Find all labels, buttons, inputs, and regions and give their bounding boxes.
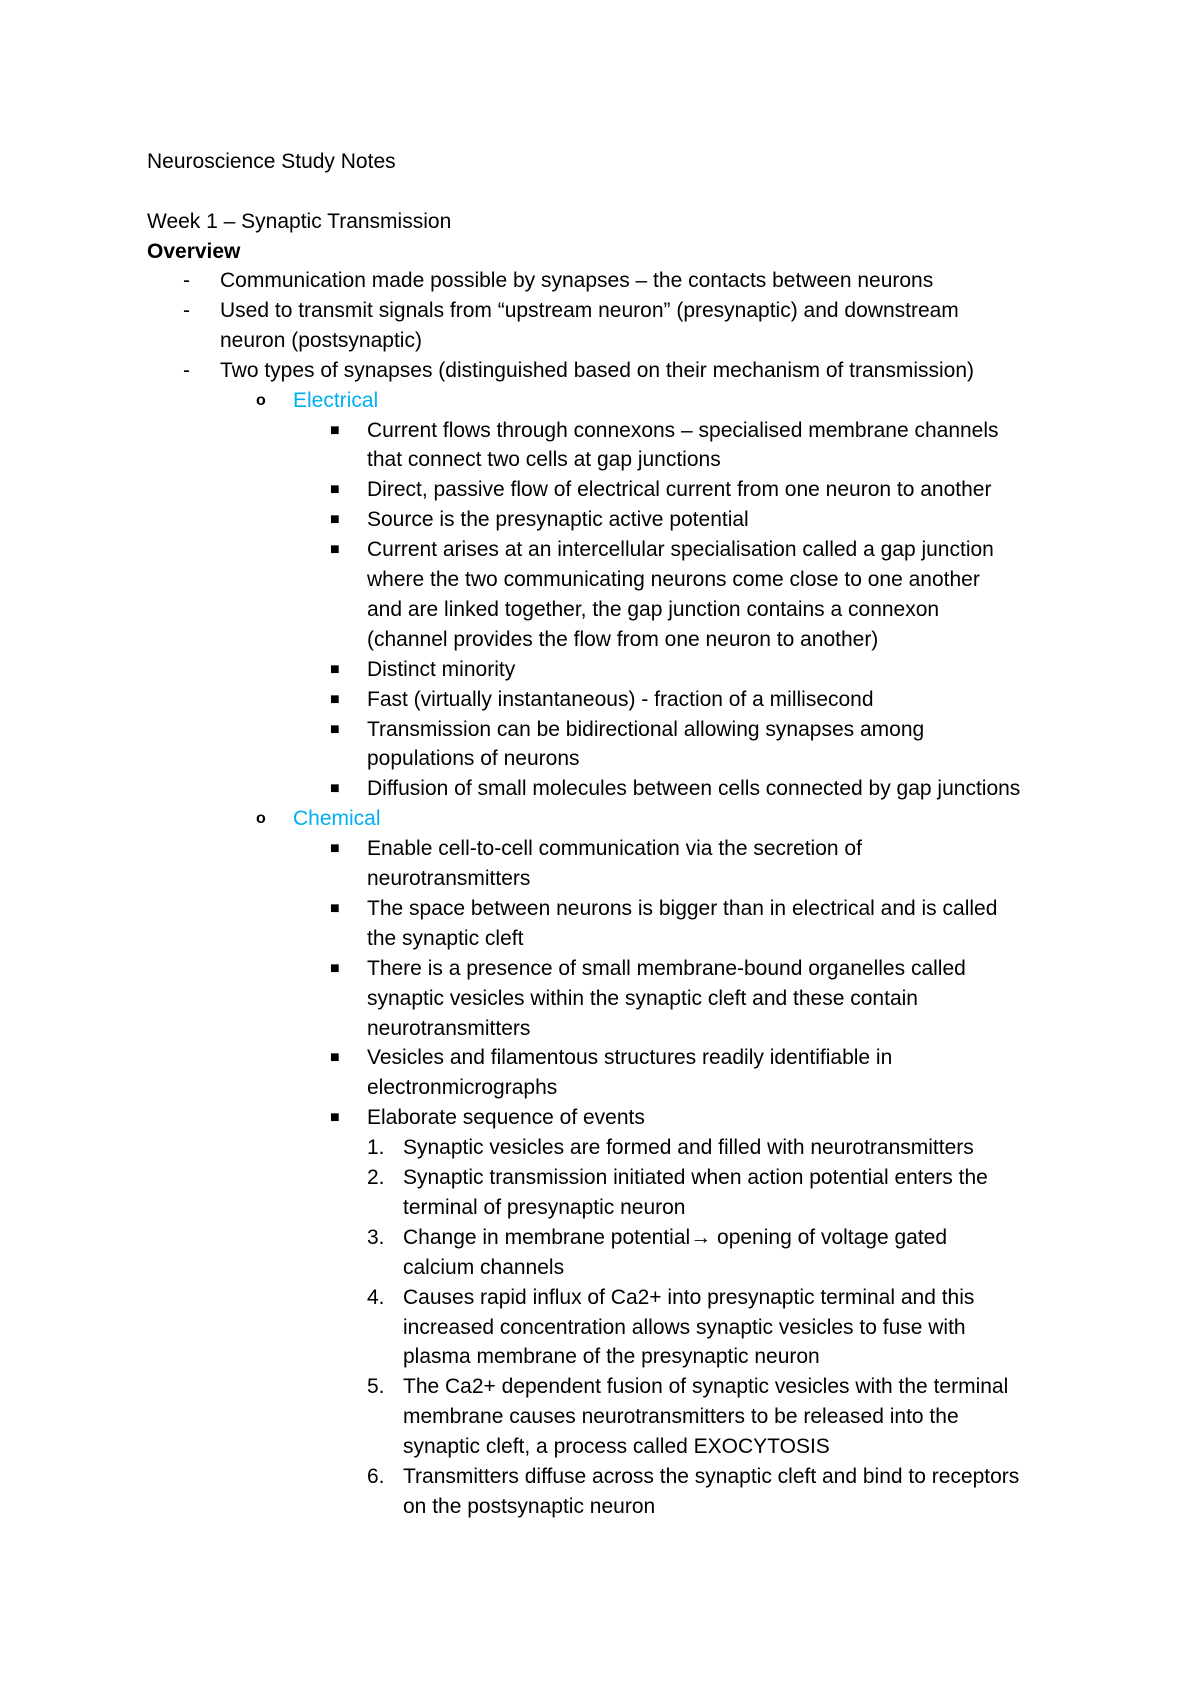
chemical-item-text: Elaborate sequence of events bbox=[367, 1106, 645, 1130]
square-bullet-marker: ■ bbox=[330, 541, 340, 559]
circle-bullet-marker: o bbox=[256, 391, 266, 409]
sequence-step-number: 2. bbox=[367, 1166, 385, 1189]
sequence-step-text: Change in membrane potential→ opening of voltage gated bbox=[403, 1225, 948, 1249]
square-bullet-marker: ■ bbox=[330, 780, 340, 798]
electrical-item-text: Current arises at an intercellular specialisation called a gap junction bbox=[367, 538, 994, 562]
electrical-item-text: where the two communicating neurons come close to one another bbox=[367, 568, 980, 591]
overview-bullet-text: Communication made possible by synapses – the contacts between neurons bbox=[220, 269, 934, 292]
overview-bullet-text: neuron (postsynaptic) bbox=[220, 328, 422, 352]
square-bullet-marker: ■ bbox=[330, 1049, 340, 1067]
sequence-step-number: 4. bbox=[367, 1285, 385, 1309]
dash-bullet-marker: - bbox=[183, 269, 190, 292]
sequence-step-text: on the postsynaptic neuron bbox=[403, 1494, 656, 1518]
square-bullet-marker: ■ bbox=[330, 690, 340, 708]
electrical-item-text: Fast (virtually instantaneous) - fraction of a millisecond bbox=[367, 687, 874, 711]
overview-bullet-text: Two types of synapses (distinguished based on their mechanism of transmission) bbox=[220, 358, 975, 382]
sequence-step-text: terminal of presynaptic neuron bbox=[403, 1195, 686, 1219]
sequence-step-text: plasma membrane of the presynaptic neuron bbox=[403, 1345, 820, 1369]
electrical-item-text: that connect two cells at gap junctions bbox=[367, 448, 721, 472]
sequence-step-text: membrane causes neurotransmitters to be released into the bbox=[403, 1405, 959, 1429]
square-bullet-marker: ■ bbox=[330, 481, 340, 499]
electrical-item-text: Distinct minority bbox=[367, 657, 516, 681]
overview-heading: Overview bbox=[147, 240, 241, 263]
electrical-item-text: Current flows through connexons – specialised membrane channels bbox=[367, 418, 999, 442]
document-title: Neuroscience Study Notes bbox=[147, 150, 396, 173]
square-bullet-marker: ■ bbox=[330, 421, 340, 439]
sequence-step-text: Synaptic vesicles are formed and filled with neurotransmitters bbox=[403, 1136, 974, 1160]
chemical-item-text: neurotransmitters bbox=[367, 1016, 531, 1040]
circle-bullet-marker: o bbox=[256, 810, 266, 828]
square-bullet-marker: ■ bbox=[330, 1109, 340, 1127]
electrical-item-text: Source is the presynaptic active potential bbox=[367, 508, 749, 532]
electrical-item-text: and are linked together, the gap junction contains a connexon bbox=[367, 597, 940, 621]
sequence-step-text: Transmitters diffuse across the synaptic cleft and bind to receptors bbox=[403, 1465, 1020, 1488]
square-bullet-marker: ■ bbox=[330, 840, 340, 858]
chemical-item-text: Vesicles and filamentous structures readily identifiable in bbox=[367, 1046, 893, 1070]
sequence-step-number: 3. bbox=[367, 1225, 385, 1249]
square-bullet-marker: ■ bbox=[330, 660, 340, 678]
square-bullet-marker: ■ bbox=[330, 959, 340, 977]
chemical-item-text: The space between neurons is bigger than in electrical and is called bbox=[367, 896, 998, 920]
electrical-item-text: Diffusion of small molecules between cells connected by gap junctions bbox=[367, 777, 1021, 801]
sequence-step-text: Causes rapid influx of Ca2+ into presynaptic terminal and this bbox=[403, 1285, 975, 1309]
electrical-item-text: Direct, passive flow of electrical current from one neuron to another bbox=[367, 478, 992, 502]
square-bullet-marker: ■ bbox=[330, 899, 340, 917]
electrical-item-text: populations of neurons bbox=[367, 747, 580, 771]
sequence-step-text: calcium channels bbox=[403, 1255, 565, 1279]
chemical-item-text: Enable cell-to-cell communication via the secretion of bbox=[367, 837, 862, 861]
dash-bullet-marker: - bbox=[183, 358, 190, 382]
electrical-item-text: Transmission can be bidirectional allowing synapses among bbox=[367, 717, 925, 741]
chemical-heading: Chemical bbox=[293, 807, 381, 831]
square-bullet-marker: ■ bbox=[330, 511, 340, 529]
chemical-item-text: There is a presence of small membrane-bound organelles called bbox=[367, 956, 966, 980]
sequence-step-text: increased concentration allows synaptic vesicles to fuse with bbox=[403, 1315, 966, 1339]
sequence-step-number: 1. bbox=[367, 1136, 385, 1160]
sequence-step-number: 5. bbox=[367, 1375, 385, 1399]
sequence-step-text: synaptic cleft, a process called EXOCYTOSIS bbox=[403, 1435, 830, 1459]
square-bullet-marker: ■ bbox=[330, 720, 340, 738]
chemical-item-text: neurotransmitters bbox=[367, 867, 531, 890]
electrical-item-text: (channel provides the flow from one neuron to another) bbox=[367, 627, 879, 651]
sequence-step-number: 6. bbox=[367, 1465, 385, 1488]
chemical-item-text: electronmicrographs bbox=[367, 1076, 558, 1100]
week-heading: Week 1 – Synaptic Transmission bbox=[147, 210, 452, 233]
dash-bullet-marker: - bbox=[183, 298, 190, 322]
sequence-step-text: The Ca2+ dependent fusion of synaptic vesicles with the terminal bbox=[403, 1375, 1009, 1399]
chemical-item-text: synaptic vesicles within the synaptic cleft and these contain bbox=[367, 986, 918, 1010]
sequence-step-text: Synaptic transmission initiated when action potential enters the bbox=[403, 1166, 988, 1189]
overview-bullet-text: Used to transmit signals from “upstream neuron” (presynaptic) and downstream bbox=[220, 298, 959, 322]
chemical-item-text: the synaptic cleft bbox=[367, 926, 524, 950]
electrical-heading: Electrical bbox=[293, 388, 379, 412]
